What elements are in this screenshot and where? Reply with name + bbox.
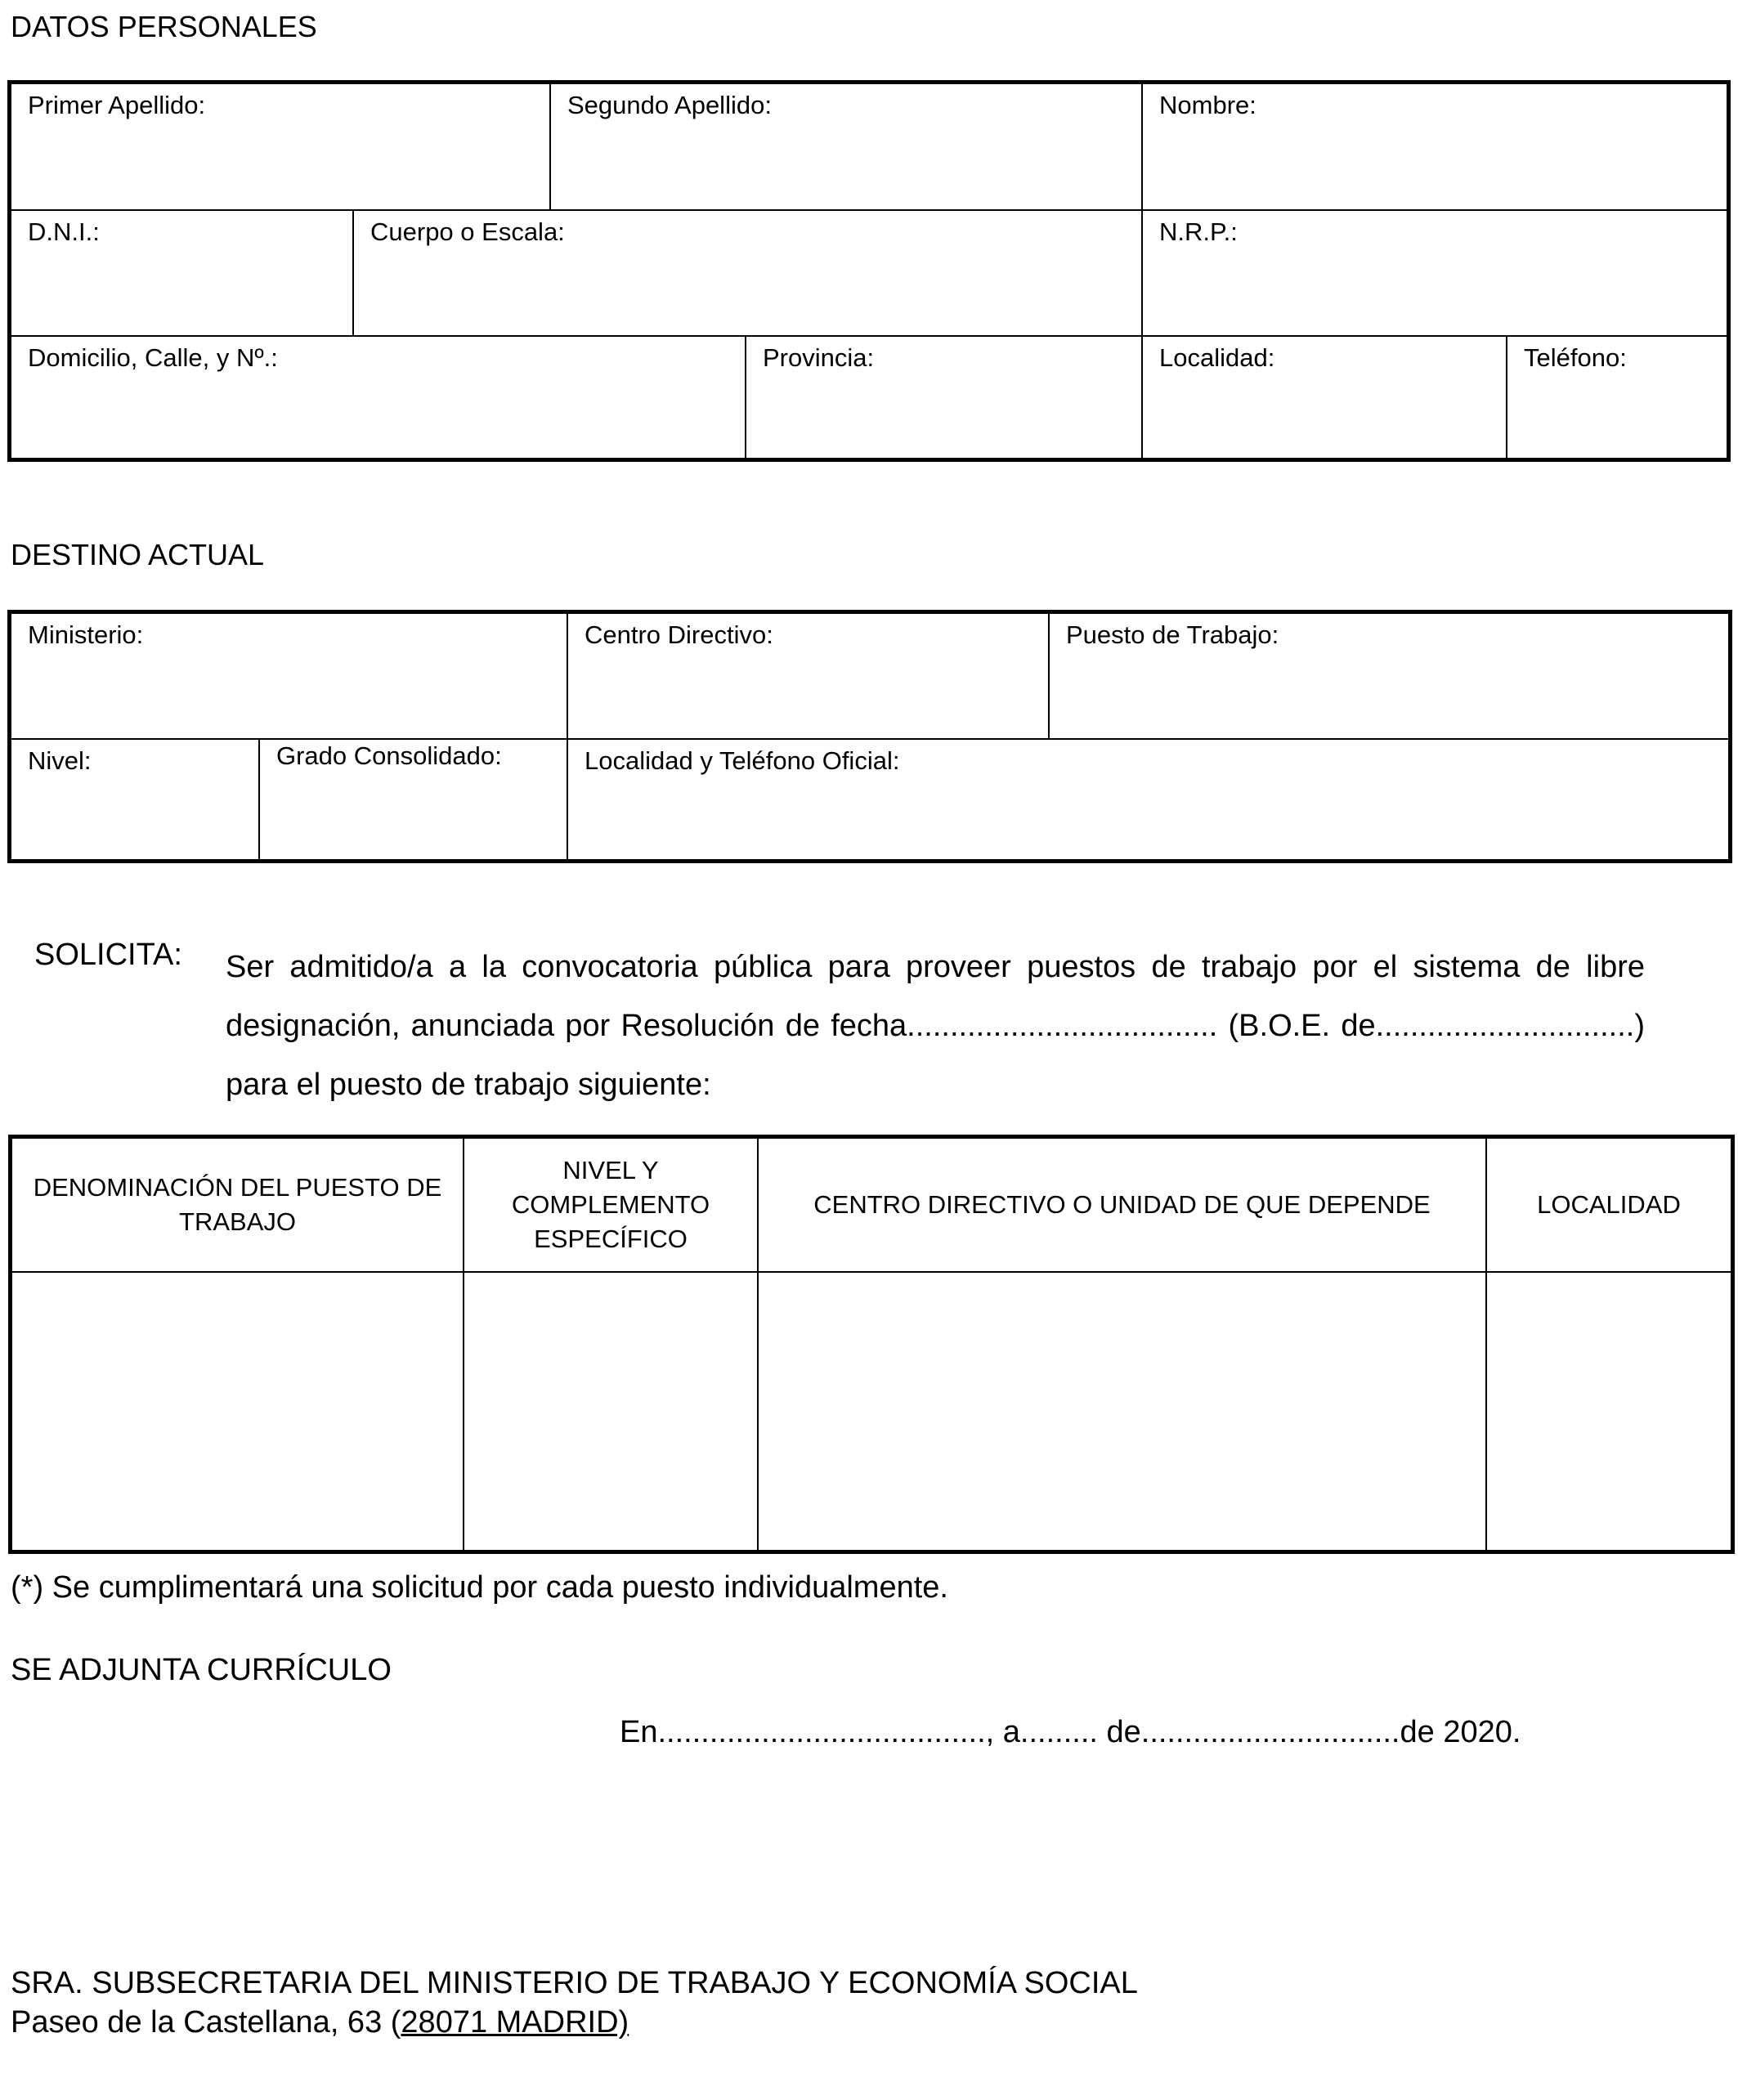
dni-label: D.N.I.: [28,217,100,246]
curriculo-text: SE ADJUNTA CURRÍCULO [11,1653,392,1687]
nivel-label: Nivel: [28,746,92,775]
centro-directivo-field[interactable] [568,614,1048,738]
datos-personales-title: DATOS PERSONALES [11,10,317,43]
nivel-field[interactable] [11,740,258,859]
recipient-block [11,1963,1138,2042]
cuerpo-escala-label: Cuerpo o Escala: [370,217,565,246]
telefono-field[interactable] [1507,337,1727,458]
nombre-field[interactable] [1143,84,1727,210]
nrp-field[interactable] [1143,211,1727,335]
recipient-address [11,2003,1138,2042]
provincia-label: Provincia: [763,343,875,372]
destino-actual-title: DESTINO ACTUAL [11,538,265,571]
cuerpo-escala-field[interactable] [354,211,1141,335]
date-line: En......................................, a......... de..............................de 2020. [620,1715,1521,1749]
datos-row-1 [11,84,1727,210]
ministerio-label: Ministerio: [28,620,144,649]
segundo-apellido-field[interactable] [551,84,1141,210]
primer-apellido-field[interactable] [11,84,549,210]
header-centro-directivo: CENTRO DIRECTIVO O UNIDAD DE QUE DEPENDE [813,1190,1431,1219]
localidad-field[interactable] [1143,337,1506,458]
header-denominacion: DENOMINACIÓN DEL PUESTO DE TRABAJO [33,1173,442,1236]
nrp-label: N.R.P.: [1159,217,1238,246]
localidad-telefono-label: Localidad y Teléfono Oficial: [585,746,900,775]
destino-actual-table [7,610,1732,863]
localidad-telefono-field[interactable] [568,740,1728,859]
datos-personales-table [7,80,1731,462]
grado-consolidado-label: Grado Consolidado: [276,741,502,770]
puesto-trabajo-field[interactable] [1050,614,1728,738]
segundo-apellido-label: Segundo Apellido: [567,91,772,119]
solicita-text: Ser admitido/a a la convocatoria pública para proveer puestos de trabajo por el sistema de libre designación, anunciada por Resolución de fecha.................................... (B.O.E. de..............................) para el puesto de trabajo siguiente: [226,950,1645,1102]
datos-row-2 [11,211,1727,335]
address-prefix: Paseo de la Castellana, 63 ( [11,2005,401,2040]
ministerio-field[interactable] [11,614,567,738]
destino-row-1 [11,614,1728,738]
solicita-label: SOLICITA: [34,938,182,972]
primer-apellido-label: Primer Apellido: [28,91,206,119]
domicilio-field[interactable] [11,337,745,458]
destino-row-2 [11,740,1728,859]
header-nivel-complemento: NIVEL Y COMPLEMENTO ESPECÍFICO [511,1156,710,1253]
localidad-input-cell[interactable] [1487,1273,1731,1550]
address-postal: 28071 MADRID) [401,2005,629,2040]
denominacion-input-cell[interactable] [12,1273,463,1550]
nivel-complemento-input-cell[interactable] [464,1273,757,1550]
localidad-label: Localidad: [1159,343,1275,372]
domicilio-label: Domicilio, Calle, y Nº.: [28,343,278,372]
centro-directivo-label: Centro Directivo: [585,620,773,649]
nombre-label: Nombre: [1159,91,1256,119]
provincia-field[interactable] [746,337,1141,458]
centro-directivo-input-cell[interactable] [759,1273,1485,1550]
recipient-title: SRA. SUBSECRETARIA DEL MINISTERIO DE TRABAJO Y ECONOMÍA SOCIAL [11,1966,1138,2000]
dni-field[interactable] [11,211,352,335]
telefono-label: Teléfono: [1524,343,1627,372]
puesto-table [8,1135,1735,1554]
header-localidad: LOCALIDAD [1537,1190,1681,1219]
puesto-trabajo-label: Puesto de Trabajo: [1066,620,1279,649]
datos-row-3 [11,337,1727,458]
grado-consolidado-field[interactable] [260,740,567,859]
footnote: (*) Se cumplimentará una solicitud por cada puesto individualmente. [11,1570,948,1605]
